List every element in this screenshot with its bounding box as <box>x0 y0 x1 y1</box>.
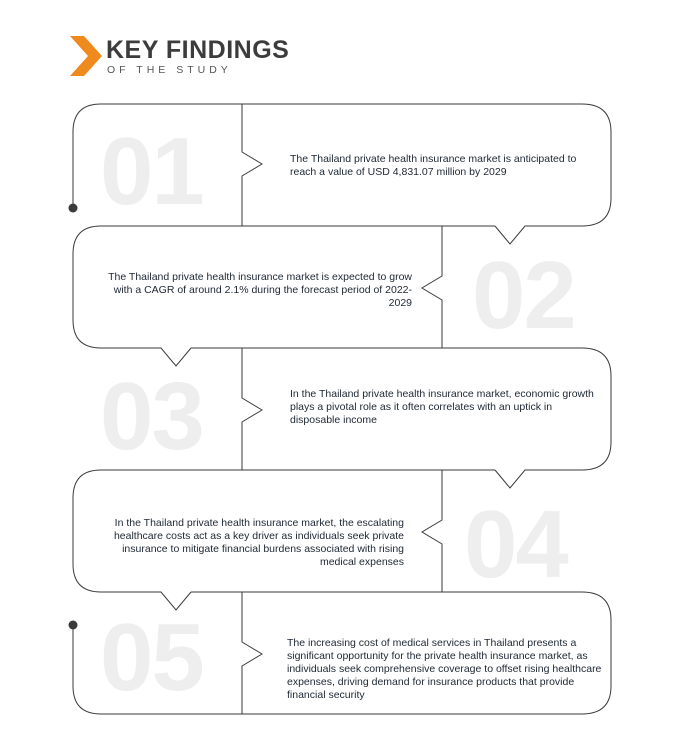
path-end-dot <box>69 621 78 630</box>
finding-number-3: 03 <box>100 363 203 470</box>
divider-3 <box>242 348 262 470</box>
finding-number-1: 01 <box>100 118 203 225</box>
divider-1 <box>242 104 262 226</box>
title-heading: KEY FINDINGS <box>106 36 290 64</box>
divider-4 <box>422 470 442 592</box>
divider-5 <box>242 592 262 714</box>
finding-text-5: The increasing cost of medical services in Thailand presents a significant opportunity for the private health insurance market, as individuals seek comprehensive coverage to offset rising healthcare expenses, driving demand for insurance products that provide financial security <box>287 637 602 701</box>
title-subheading: OF THE STUDY <box>107 64 232 76</box>
finding-number-4: 04 <box>464 491 567 598</box>
finding-text-3: In the Thailand private health insurance market, economic growth plays a pivotal role as it often correlates with an uptick in disposable income <box>290 388 594 426</box>
finding-number-2: 02 <box>472 242 575 349</box>
path-start-dot <box>69 204 78 213</box>
finding-text-4: In the Thailand private health insurance market, the escalating healthcare costs act as a key driver as individuals seek private insurance to mitigate financial burdens associated with rising medical expenses <box>113 517 404 568</box>
finding-number-5: 05 <box>100 604 203 711</box>
finding-text-2: The Thailand private health insurance market is expected to grow with a CAGR of around 2.1% during the forecast period of 2022-2029 <box>108 271 412 309</box>
finding-text-1: The Thailand private health insurance market is anticipated to reach a value of USD 4,831.07 million by 2029 <box>290 153 577 178</box>
divider-2 <box>422 226 442 348</box>
